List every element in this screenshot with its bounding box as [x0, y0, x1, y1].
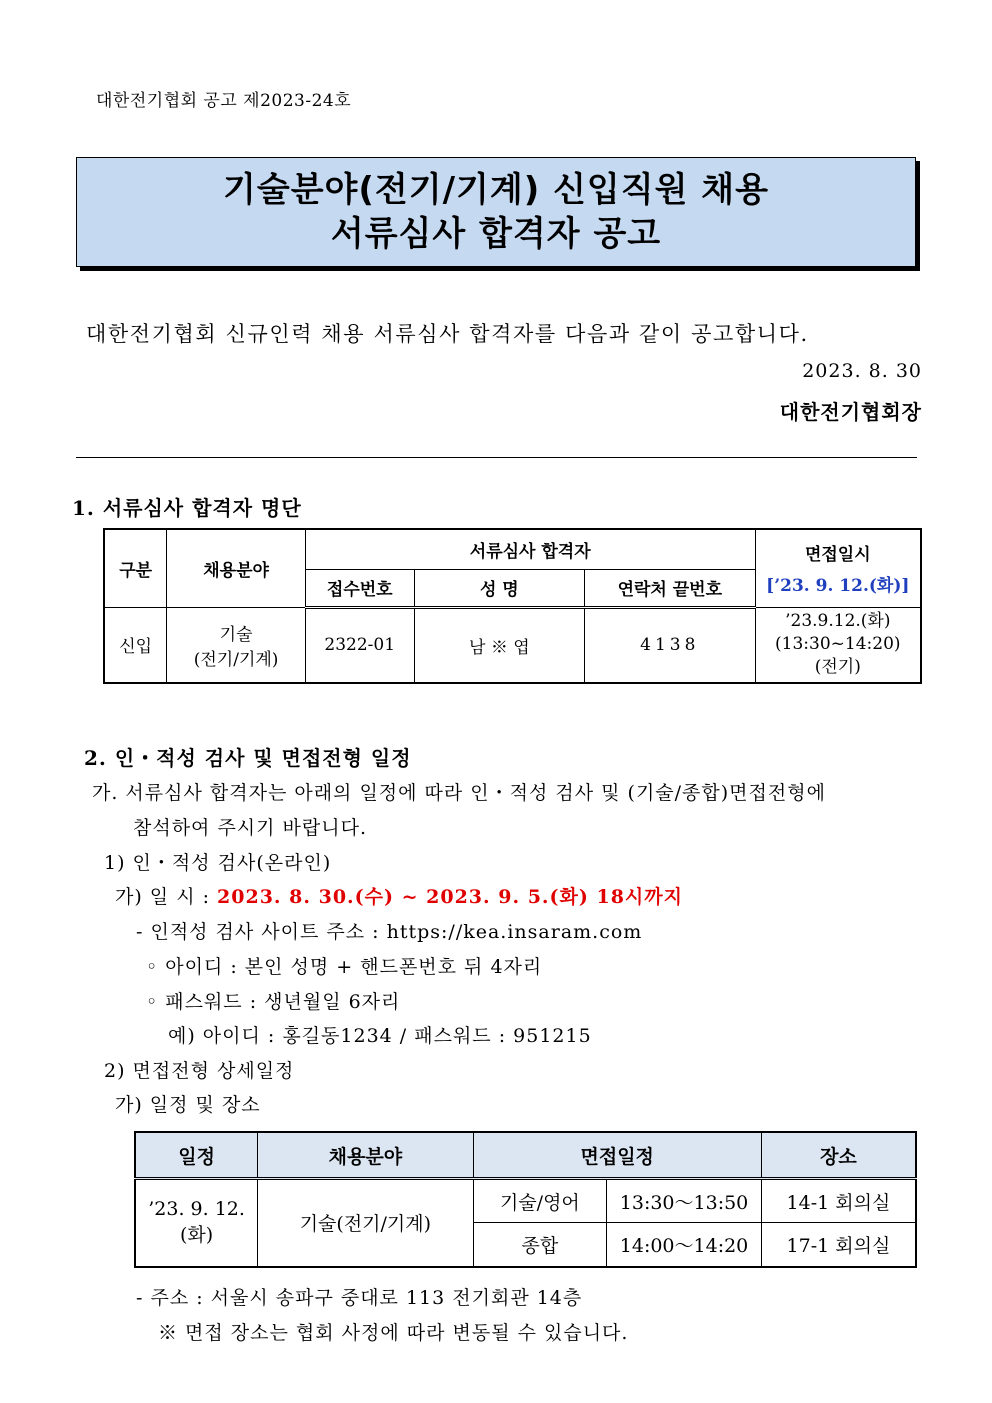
schedule-line [115, 882, 683, 909]
issuer: 대한전기협회장 [779, 400, 922, 424]
header-name: 성 명 [414, 569, 584, 607]
header-field: 채용분야 [167, 529, 306, 607]
cell-time: 14:00～14:20 [607, 1223, 762, 1267]
schedule-value: 2023. 8. 30.(수) ~ 2023. 9. 5.(화) 18시까지 [217, 886, 683, 908]
para-line-1: 가. 서류심사 합격자는 아래의 일정에 따라 인・적성 검사 및 (기술/종합)면접전형에 [92, 782, 826, 804]
cell-interview-line2: (13:30~14:20) [775, 634, 901, 655]
header-interview [755, 529, 921, 607]
intro-text: 대한전기협회 신규인력 채용 서류심사 합격자를 다음과 같이 공고합니다. [86, 322, 809, 346]
cell-category: 신입 [104, 607, 167, 683]
header-schedule: 면접일정 [473, 1132, 761, 1179]
pw-rule: ◦ 패스워드 : 생년월일 6자리 [146, 991, 401, 1013]
cell-interview [755, 607, 921, 683]
cell-interview-line3: (전기) [814, 657, 861, 678]
schedule-label: 가) 일 시 : [115, 886, 210, 908]
header-group: 서류심사 합격자 [305, 529, 755, 569]
header-contact: 연락처 끝번호 [585, 569, 756, 607]
title-line-2: 서류심사 합격자 공고 [330, 214, 662, 254]
id-rule: ◦ 아이디 : 본인 성명 + 핸드폰번호 뒤 4자리 [146, 956, 543, 978]
header-receipt: 접수번호 [305, 569, 414, 607]
cell-field: 기술(전기/기계) [258, 1179, 473, 1267]
cell-field [167, 607, 306, 683]
table-row [104, 607, 921, 683]
cell-field-line2: (전기/기계) [193, 649, 279, 670]
sub-heading-2: 2) 면접전형 상세일정 [104, 1060, 295, 1082]
cell-receipt: 2322-01 [305, 607, 414, 683]
cell-date-line2: (화) [180, 1224, 214, 1247]
cell-name: 남 ※ 엽 [414, 607, 584, 683]
header-category: 구분 [104, 529, 167, 607]
cell-type: 기술/영어 [473, 1179, 607, 1223]
header-place: 장소 [761, 1132, 916, 1179]
sub-heading-1: 1) 인・적성 검사(온라인) [104, 852, 332, 874]
section2-title: 2. 인・적성 검사 및 면접전형 일정 [84, 746, 412, 770]
title-line-1: 기술분야(전기/기계) 신입직원 채용 [223, 170, 769, 210]
para-line-2: 참석하여 주시기 바랍니다. [133, 817, 368, 839]
divider [76, 457, 917, 458]
table-row [135, 1179, 916, 1223]
header-date: 일정 [135, 1132, 258, 1179]
address-line: - 주소 : 서울시 송파구 중대로 113 전기회관 14층 [136, 1287, 583, 1309]
example-line: 예) 아이디 : 홍길동1234 / 패스워드 : 951215 [168, 1025, 592, 1047]
header-interview-label: 면접일시 [804, 545, 871, 566]
cell-date [135, 1179, 258, 1267]
note-line: ※ 면접 장소는 협회 사정에 따라 변동될 수 있습니다. [158, 1322, 629, 1344]
announcement-date: 2023. 8. 30 [802, 360, 922, 382]
cell-contact: 4138 [585, 607, 756, 683]
cell-place: 17-1 회의실 [761, 1223, 916, 1267]
notice-number: 대한전기협회 공고 제2023-24호 [96, 91, 352, 111]
cell-field-line1: 기술 [219, 624, 253, 645]
site-line: - 인적성 검사 사이트 주소 : https://kea.insaram.com [136, 921, 643, 943]
sub-heading-2a: 가) 일정 및 장소 [115, 1094, 261, 1116]
title-box [76, 157, 916, 267]
cell-date-line1: ’23. 9. 12. [148, 1198, 245, 1221]
header-interview-date: [’23. 9. 12.(화)] [766, 576, 910, 597]
cell-time: 13:30～13:50 [607, 1179, 762, 1223]
passers-table [103, 528, 922, 684]
interview-table [134, 1131, 917, 1268]
section1-title: 1. 서류심사 합격자 명단 [72, 496, 302, 520]
cell-interview-line1: ’23.9.12.(화) [785, 611, 891, 632]
cell-place: 14-1 회의실 [761, 1179, 916, 1223]
cell-type: 종합 [473, 1223, 607, 1267]
header-field: 채용분야 [258, 1132, 473, 1179]
